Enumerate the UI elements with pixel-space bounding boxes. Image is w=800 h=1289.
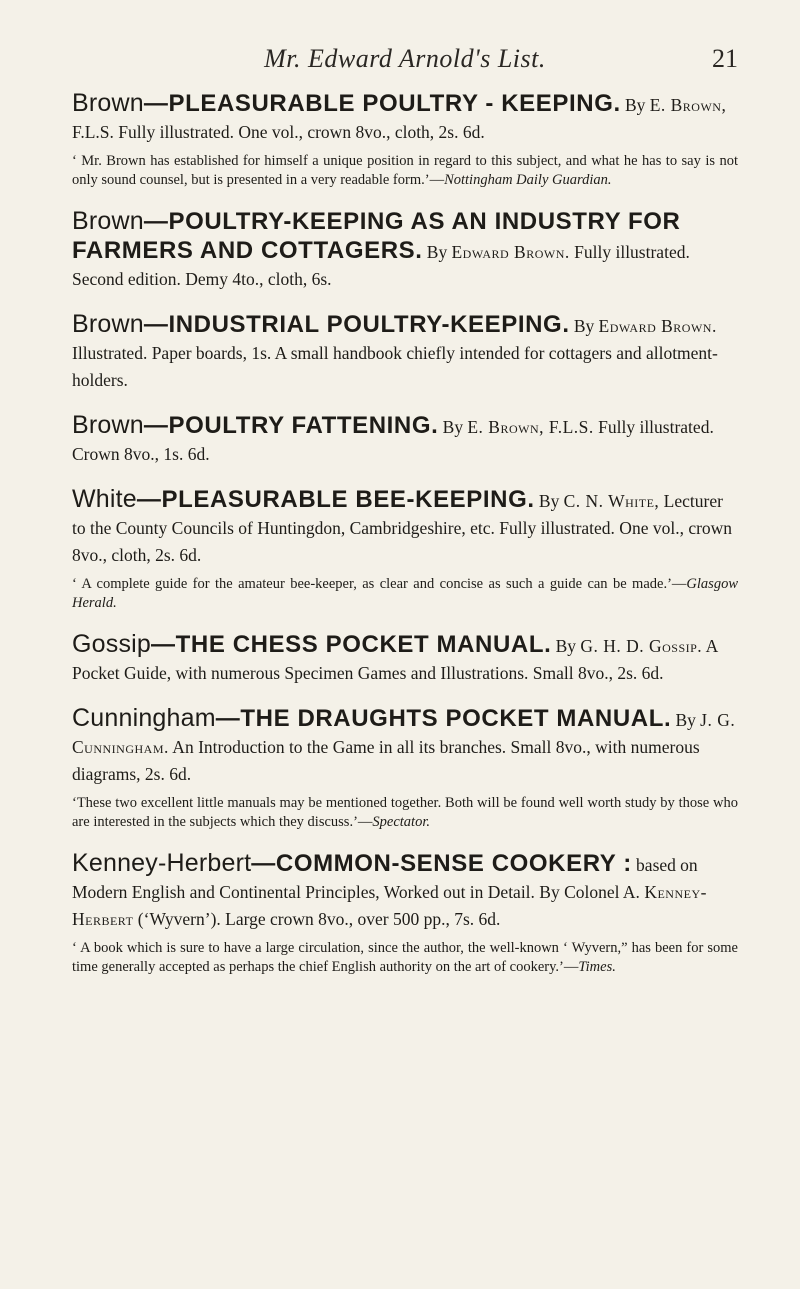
entry-by: based bbox=[636, 855, 676, 875]
review-source: Nottingham Daily Guardian. bbox=[444, 172, 612, 188]
entry-title: —PLEASURABLE BEE-KEEPING. bbox=[136, 486, 535, 513]
entry-title: —INDUSTRIAL POULTRY-KEEPING. bbox=[143, 311, 570, 338]
entry-heading bbox=[72, 208, 738, 293]
entry-author-credit: E. Brown, bbox=[649, 95, 727, 115]
entry-details: E. Brown, F.L.S. Fully illustrated. One vol., crown 8vo., cloth, 2s. 6d. bbox=[72, 95, 727, 142]
entry-title: —THE CHESS POCKET MANUAL. bbox=[151, 631, 552, 658]
entry-author-credit: G. H. D. Gossip. bbox=[580, 636, 703, 656]
entry-heading bbox=[72, 705, 738, 788]
entry-heading bbox=[72, 850, 738, 933]
entry-author: Brown bbox=[72, 411, 144, 439]
entry-details: Edward Brown. Illustrated. Paper boards, 1s. A small handbook chiefly intended for cottagers and allotment-holders. bbox=[72, 316, 718, 390]
entry-title: —PLEASURABLE POULTRY - KEEPING. bbox=[143, 90, 621, 117]
entry-author-credit: Kenney-Herbert bbox=[72, 882, 707, 929]
book-entry bbox=[72, 412, 738, 468]
entry-heading bbox=[72, 631, 738, 687]
entry-author: Brown bbox=[72, 89, 144, 117]
entry-heading bbox=[72, 90, 738, 146]
entry-by: By bbox=[538, 491, 560, 511]
entry-title: —POULTRY FATTENING. bbox=[143, 412, 439, 439]
entry-author-credit: J. G. Cunningham. bbox=[72, 710, 736, 757]
entry-review: ‘ Mr. Brown has established for himself a unique position in regard to this subject, and what he has to say is not only sound counsel, but is presented in a very readable form.’—Nottingham Daily Guardian. bbox=[72, 153, 738, 188]
entry-author-credit: Edward Brown. bbox=[451, 242, 570, 262]
entry-title: —THE DRAUGHTS POCKET MANUAL. bbox=[215, 705, 672, 732]
entry-by: By bbox=[555, 636, 577, 656]
review-source: Times. bbox=[578, 959, 616, 975]
book-entry bbox=[72, 208, 738, 293]
entry-author-credit: Edward Brown. bbox=[598, 316, 717, 336]
entry-title: —POULTRY-KEEPING AS AN INDUSTRY FOR FARMERS AND COTTAGERS. bbox=[72, 208, 681, 264]
book-entry bbox=[72, 486, 738, 613]
book-entry bbox=[72, 850, 738, 977]
entry-by: By bbox=[675, 710, 696, 730]
entry-author: Brown bbox=[72, 207, 144, 235]
entry-details: C. N. White, Lecturer to the County Councils of Huntingdon, Cambridgeshire, etc. Fully illustrated. One vol., crown 8vo., cloth, 2s. 6d. bbox=[72, 491, 733, 565]
entry-details: on Modern English and Continental Principles, Worked out in Detail. By Colonel A. Kenney-Herbert (‘Wyvern’). Large crown 8vo., over 500 pp., 7s. 6d. bbox=[72, 855, 707, 929]
entry-author-credit: C. N. White, bbox=[563, 491, 660, 511]
book-entry bbox=[72, 631, 738, 687]
entry-details: G. H. D. Gossip. A Pocket Guide, with numerous Specimen Games and Illustrations. Small 8vo., 2s. 6d. bbox=[72, 636, 718, 683]
book-entry bbox=[72, 705, 738, 832]
entry-author: Cunningham bbox=[72, 704, 216, 732]
entry-details: J. G. Cunningham. An Introduction to the Game in all its branches. Small 8vo., with numerous diagrams, 2s. 6d. bbox=[72, 710, 736, 784]
running-head bbox=[72, 0, 738, 84]
page-number: 21 bbox=[712, 44, 738, 73]
entry-heading bbox=[72, 412, 738, 468]
entry-author: Gossip bbox=[72, 630, 152, 658]
entry-author: Brown bbox=[72, 310, 144, 338]
entry-by: By bbox=[426, 242, 448, 262]
entry-review: ‘ A complete guide for the amateur bee-keeper, as clear and concise as such a guide can be made.’—Glasgow Herald. bbox=[72, 576, 738, 611]
entry-by: By bbox=[442, 417, 464, 437]
entry-author: White bbox=[72, 485, 137, 513]
entry-details: Edward Brown. Fully illustrated. Second edition. Demy 4to., cloth, 6s. bbox=[72, 242, 690, 289]
entry-author: Kenney-Herbert bbox=[72, 849, 252, 877]
entry-author-credit: E. Brown, F.L.S. bbox=[467, 417, 594, 437]
entry-title: —COMMON-SENSE COOKERY : bbox=[251, 850, 632, 877]
review-source: Glasgow Herald. bbox=[72, 576, 738, 611]
entry-heading bbox=[72, 486, 738, 569]
entry-review: ‘ A book which is sure to have a large circulation, since the author, the well-known ‘ Wyvern,” has been for some time generally accepted as perhaps the chief English authority on the art of cookery.’—Times. bbox=[72, 940, 738, 975]
book-entry bbox=[72, 311, 738, 394]
entry-list bbox=[72, 90, 738, 977]
book-entry bbox=[72, 90, 738, 190]
entry-details: E. Brown, F.L.S. Fully illustrated. Crown 8vo., 1s. 6d. bbox=[72, 417, 714, 464]
entry-by: By bbox=[625, 95, 646, 115]
entry-heading bbox=[72, 311, 738, 394]
entry-review: ‘These two excellent little manuals may be mentioned together. Both will be found well worth study by those who are interested in the subjects which they discuss.’—Spectator. bbox=[72, 795, 738, 830]
running-title: Mr. Edward Arnold's List. bbox=[264, 44, 546, 73]
review-source: Spectator. bbox=[372, 814, 430, 830]
entry-by: By bbox=[573, 316, 595, 336]
